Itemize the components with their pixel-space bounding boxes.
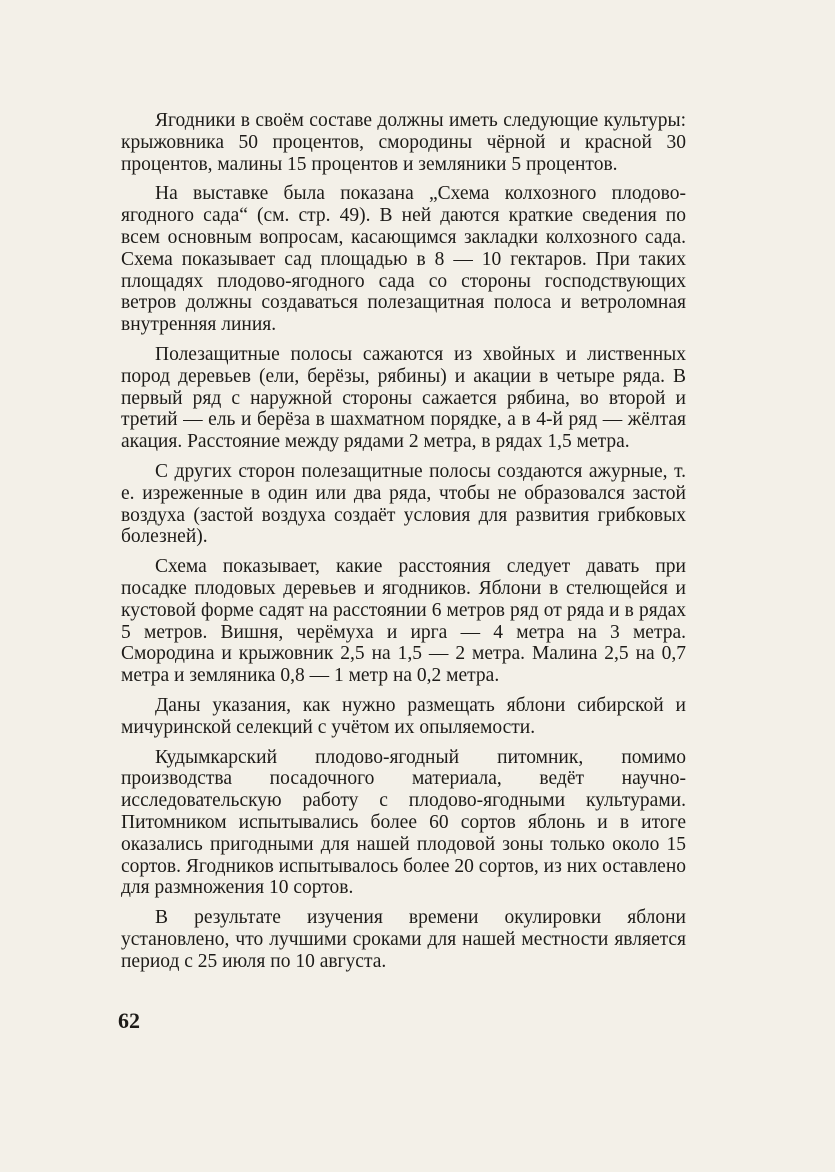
page-number: 62 — [118, 1008, 140, 1033]
paragraph-planting-distances: Схема показывает, какие расстояния следует давать при посадке плодовых деревьев и ягодников. Яблони в стелющейся и кустовой форме садят на расстоянии 6 метров ряд от ряда и в рядах 5 метров. Вишня, черёмуха и ирга — 4 метра на 3 метра. Смородина и крыжовник 2,5 на 1,5 — 2 метра. Малина 2,5 на 0,7 метра и земляника 0,8 — 1 метр на 0,2 метра. — [121, 556, 686, 687]
paragraph-budding-period: В результате изучения времени окулировки яблони установлено, что лучшими сроками для нашей местности является период с 25 июля по 10 августа. — [121, 907, 686, 972]
paragraph-exhibition-scheme: На выставке была показана „Схема колхозного плодово-ягодного сада“ (см. стр. 49). В ней даются краткие сведения по всем основным вопросам, касающимся закладки колхозного сада. Схема показывает сад площадью в 8 — 10 гектаров. При таких площадях плодово-ягодного сада со стороны господствующих ветров должны создаваться полезащитная полоса и ветроломная внутренняя линия. — [121, 183, 686, 336]
paragraph-pollination: Даны указания, как нужно размещать яблони сибирской и мичуринской селекций с учётом их опыляемости. — [121, 694, 686, 738]
paragraph-other-sides: С других сторон полезащитные полосы создаются ажурные, т. е. изреженные в один или два ряда, чтобы не образовался застой воздуха (застой воздуха создаёт условия для развития грибковых болезней). — [121, 460, 686, 548]
body-text — [121, 110, 686, 972]
paragraph-nursery-research: Кудымкарский плодово-ягодный питомник, помимо производства посадочного материала, ведёт научно-исследовательскую работу с плодово-ягодными культурами. Питомником испытывались более 60 сортов яблонь и в итоге оказались пригодными для нашей плодовой зоны только около 15 сортов. Ягодников испытывалось более 20 сортов, из них оставлено для размножения 10 сортов. — [121, 746, 687, 899]
paragraph-windbreak-rows: Полезащитные полосы сажаются из хвойных и лиственных пород деревьев (ели, берёзы, рябины) и акации в четыре ряда. В первый ряд с наружной стороны сажается рябина, во второй и третий — ель и берёза в шахматном порядке, а в 4-й ряд — жёлтая акация. Расстояние между рядами 2 метра, в рядах 1,5 метра. — [121, 343, 686, 453]
paragraph-berry-composition: Ягодники в своём составе должны иметь следующие культуры: крыжовника 50 процентов, смородины чёрной и красной 30 процентов, малины 15 процентов и земляники 5 процентов. — [121, 110, 686, 175]
